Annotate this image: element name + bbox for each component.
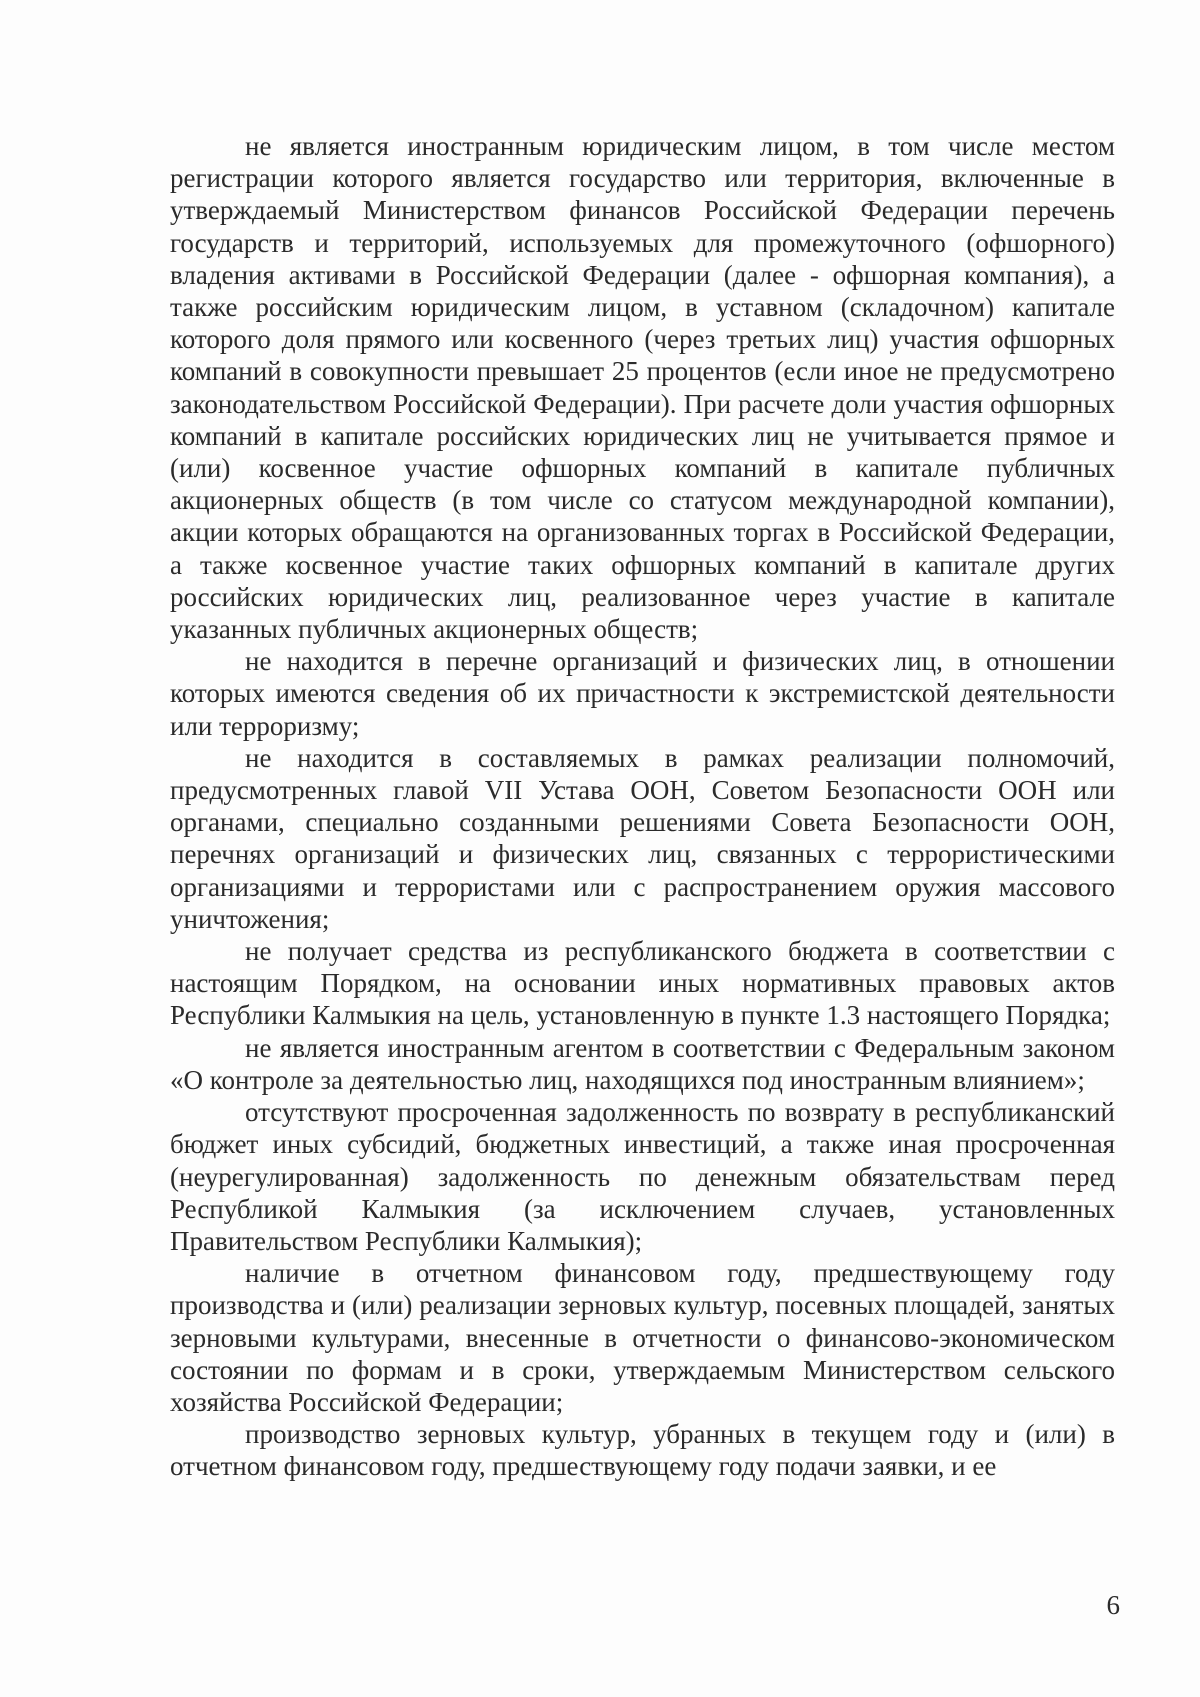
document-body (170, 130, 1115, 1483)
paragraph-offshore: не является иностранным юридическим лицом, в том числе местом регистрации которого является государство или территория, включенные в утверждаемый Министерством финансов Российской Федерации перечень государств и территорий, используемых для промежуточного (офшорного) владения активами в Российской Федерации (далее - офшорная компания), а также российским юридическим лицом, в уставном (складочном) капитале которого доля прямого или косвенного (через третьих лиц) участия офшорных компаний в совокупности превышает 25 процентов (если иное не предусмотрено законодательством Российской Федерации). При расчете доли участия офшорных компаний в капитале российских юридических лиц не учитывается прямое и (или) косвенное участие офшорных компаний в капитале публичных акционерных обществ (в том числе со статусом международной компании), акции которых обращаются на организованных торгах в Российской Федерации, а также косвенное участие таких офшорных компаний в капитале других российских юридических лиц, реализованное через участие в капитале указанных публичных акционерных обществ; (170, 131, 1115, 645)
paragraph-grain-production: производство зерновых культур, убранных в текущем году и (или) в отчетном финансовом году, предшествующему году подачи заявки, и ее (170, 1419, 1115, 1482)
paragraph-sown-areas: наличие в отчетном финансовом году, предшествующему году производства и (или) реализации зерновых культур, посевных площадей, занятых зерновыми культурами, внесенные в отчетности о финансово-экономическом состоянии по формам и в сроки, утверждаемым Министерством сельского хозяйства Российской Федерации; (170, 1258, 1115, 1417)
paragraph-budget-funds: не получает средства из республиканского бюджета в соответствии с настоящим Порядком, на основании иных нормативных правовых актов Республики Калмыкия на цель, установленную в пункте 1.3 настоящего Порядка; (170, 936, 1115, 1031)
paragraph-foreign-agent: не является иностранным агентом в соответствии с Федеральным законом «О контроле за деятельностью лиц, находящихся под иностранным влиянием»; (170, 1032, 1115, 1095)
paragraph-extremism-list: не находится в перечне организаций и физических лиц, в отношении которых имеются сведения об их причастности к экстремистской деятельности или терроризму; (170, 646, 1115, 741)
paragraph-un-list: не находится в составляемых в рамках реализации полномочий, предусмотренных главой VII Устава ООН, Советом Безопасности ООН или органами, специально созданными решениями Совета Безопасности ООН, перечнях организаций и физических лиц, связанных с террористическими организациями и террористами или с распространением оружия массового уничтожения; (170, 742, 1115, 934)
page-number: 6 (1106, 1590, 1120, 1620)
paragraph-debt: отсутствуют просроченная задолженность по возврату в республиканский бюджет иных субсидий, бюджетных инвестиций, а также иная просроченная (неурегулированная) задолженность по денежным обязательствам перед Республикой Калмыкия (за исключением случаев, установленных Правительством Республики Калмыкия); (170, 1097, 1115, 1256)
